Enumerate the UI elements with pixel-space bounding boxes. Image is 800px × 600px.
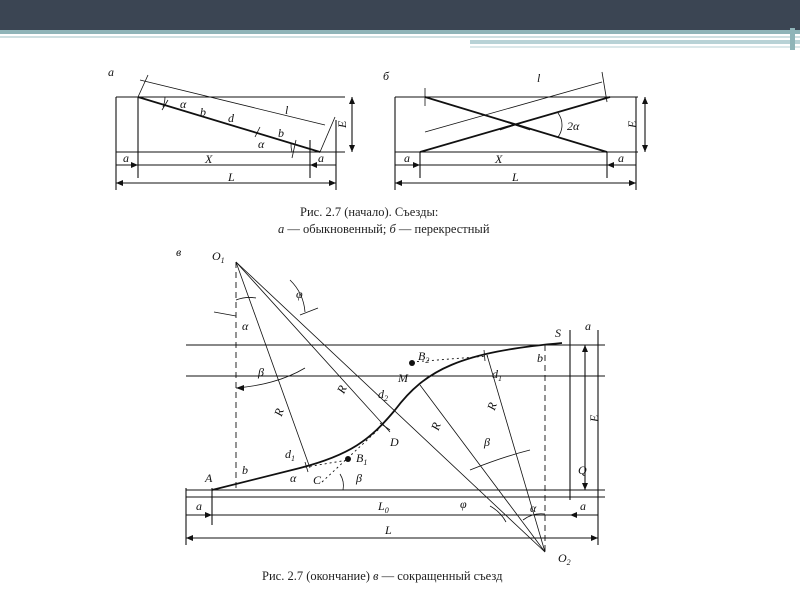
label-b-right: b — [537, 351, 543, 365]
label-d1-left: $d_1$ — [285, 447, 295, 463]
angle-arc-2alpha — [558, 113, 562, 137]
point-B2 — [409, 360, 415, 366]
label-b-2: b — [278, 126, 284, 140]
l-tick-right — [320, 117, 335, 152]
caption-top-text-a: — обыкновенный; — [284, 222, 390, 236]
label-E: E — [587, 414, 601, 422]
label-b-left: b — [242, 463, 248, 477]
caption-bottom — [262, 569, 503, 583]
label-a-right: a — [618, 151, 624, 165]
label-phi-low: φ — [460, 497, 467, 511]
label-L: L — [385, 523, 392, 537]
label-d1-right: $d_1$ — [492, 367, 502, 383]
label-a-right: a — [580, 499, 586, 513]
label-Q: Q — [578, 463, 587, 477]
label-X: X — [205, 152, 213, 166]
radius-line-to-D — [236, 262, 390, 432]
label-B1: $B_1$ — [356, 451, 368, 467]
label-X: X — [495, 152, 503, 166]
arc-alpha-top — [236, 297, 256, 300]
label-beta-low: β — [356, 471, 362, 485]
label-B2: $B_2$ — [418, 349, 430, 365]
label-2alpha: 2α — [567, 119, 580, 133]
label-E: E — [335, 120, 349, 128]
pointer-phi-top — [300, 308, 318, 315]
label-alpha-low: α — [290, 471, 297, 485]
label-beta-right: β — [484, 435, 490, 449]
label-d: d — [228, 111, 234, 125]
caption-top-text-b: — перекрестный — [395, 222, 490, 236]
label-S: S — [555, 326, 561, 340]
label-a-left: a — [404, 151, 410, 165]
caption-top-panel-b: б — [389, 222, 396, 236]
label-R-right: R — [484, 400, 500, 412]
label-O1: $O_1$ — [212, 249, 225, 265]
pointer-alpha-top — [214, 312, 236, 316]
label-beta-left: β — [258, 365, 264, 379]
label-L: L — [228, 170, 235, 184]
label-O2: $O_2$ — [558, 551, 571, 567]
label-a-top-right: a — [585, 319, 591, 333]
label-phi-top: φ — [296, 287, 303, 301]
label-E: E — [625, 120, 639, 128]
label-L: L — [512, 170, 519, 184]
figure-c — [176, 245, 605, 567]
pointer-alpha2 — [292, 140, 296, 158]
label-A: A — [205, 471, 213, 485]
point-B1 — [345, 456, 351, 462]
label-R-mid-upper: R — [333, 383, 350, 396]
tangent-C-D — [322, 428, 380, 482]
label-alpha-2: α — [258, 137, 265, 151]
label-L0: $L_0$ — [378, 499, 389, 515]
tick-D — [380, 423, 390, 430]
caption-top-panel-a: а — [278, 222, 285, 236]
label-d2: $d_2$ — [378, 387, 388, 403]
label-a-left: a — [123, 151, 129, 165]
l-tick-left — [138, 75, 148, 97]
figure-b-panel-label: б — [383, 69, 390, 83]
label-alpha-low-right: α — [530, 501, 537, 515]
label-a-left: a — [196, 499, 202, 513]
label-R-left: R — [271, 406, 287, 418]
caption-bottom-rest: — сокращенный съезд — [378, 569, 503, 583]
caption-top — [278, 205, 490, 236]
arc-beta-left — [236, 368, 305, 388]
arc-beta-low — [340, 474, 343, 490]
label-R-mid-lower: R — [428, 420, 444, 433]
figure-c-panel-label: в — [176, 245, 182, 259]
label-a-right: a — [318, 151, 324, 165]
caption-top-line-1: Рис. 2.7 (начало). Съезды: — [300, 205, 439, 219]
caption-bottom-panel: в — [373, 569, 379, 583]
label-C: C — [313, 473, 322, 487]
label-alpha-top: α — [242, 319, 249, 333]
radius-line-to-M — [420, 385, 545, 552]
label-M: M — [398, 371, 408, 385]
caption-bottom-text: Рис. 2.7 (окончание) — [262, 569, 374, 583]
tick-d1-right — [484, 350, 485, 361]
label-D: D — [390, 435, 399, 449]
label-b-1: b — [200, 105, 206, 119]
figure-b — [383, 69, 648, 190]
label-alpha-1: α — [180, 97, 187, 111]
label-l: l — [537, 71, 541, 85]
arc-beta-right — [470, 450, 530, 470]
caption-top-line-2 — [278, 222, 490, 236]
figure-a — [108, 65, 355, 190]
figure-a-panel-label: а — [108, 65, 114, 79]
crossover-curve — [212, 343, 562, 490]
label-l: l — [285, 103, 289, 117]
